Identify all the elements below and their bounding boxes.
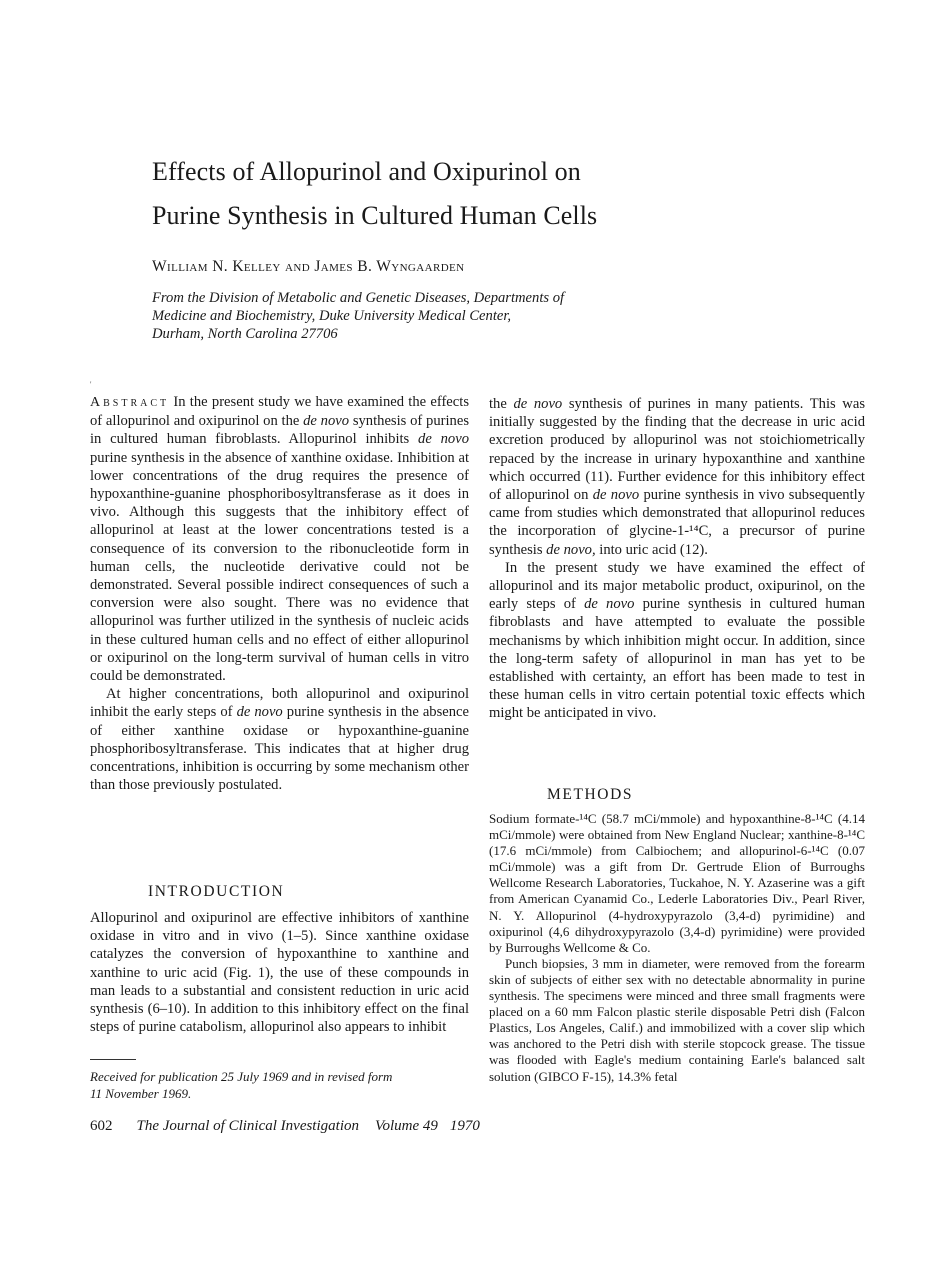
abstract-text: synthesis of purines in cultured human fibroblasts. Allopurinol inhibits <box>90 413 469 448</box>
title-line-1: Effects of Allopurinol and Oxipurinol on <box>152 157 581 186</box>
intro-text: purine synthesis in cultured human fibroblasts and have attempted to evaluate the possible mechanisms by which inhibition might occur. In addition, since the long-term safety of allopurinol in man has yet to be established with certainty, an effort has been made to test in these human cells in vitro certain potential toxic effects which might be anticipated in vivo. <box>489 596 865 722</box>
intro-text: purine synthesis in vivo subsequently came from studies which demonstrated that allopurinol reduces the incorporation of glycine-1-¹⁴C, a precursor of purine synthesis <box>489 487 865 558</box>
abstract-paragraph-1 <box>90 393 469 685</box>
methods-paragraph-1: Sodium formate-¹⁴C (58.7 mCi/mmole) and hypoxanthine-8-¹⁴C (4.14 mCi/mmole) were obtained from New England Nuclear; xanthine-8-¹⁴C (17.6 mCi/mmole) from Calbiochem; and allopurinol-6-¹⁴C (0.07 mCi/mmole) was a gift from Dr. Gertrude Elion of Burroughs Wellcome Research Laboratories, Tuckahoe, N. Y. Azaserine was a gift from American Cyanamid Co., Lederle Laboratories Div., Pearl River, N. Y. Allopurinol (4-hydroxypyrazolo (3,4-d) pyrimidine) and oxipurinol (4,6 dihydroxypyrazolo (3,4-d) pyrimidine) were provided by Burroughs Wellcome & Co. <box>489 811 865 955</box>
title-line-2: Purine Synthesis in Cultured Human Cells <box>152 201 598 230</box>
footnote-rule <box>90 1059 136 1060</box>
footnote-line-1: Received for publication 25 July 1969 and in revised form <box>90 1069 393 1084</box>
abstract-text: purine synthesis in the absence of either xanthine oxidase or hypoxanthine-guanine phosphoribosyltransferase. This indicates that at higher drug concentrations, inhibition is occurring by some mechanism other than those previously postulated. <box>90 704 470 794</box>
intro-text: into uric acid (12). <box>599 541 708 558</box>
intro-text: synthesis of purines in many patients. This was initially suggested by the finding that the decrease in uric acid excretion produced by allopurinol was not stoichiometrically repaced by the increase in urinary hypoxanthine and xanthine which occurred (11). Further evidence for this inhibitory effect of allopurinol on <box>489 396 865 504</box>
journal-year: 1970 <box>449 1118 480 1134</box>
intro-text-italic: de novo <box>513 396 563 412</box>
affiliation-line-2: Medicine and Biochemistry, Duke University Medical Center, <box>152 308 512 324</box>
introduction-paragraph-1-cont <box>489 395 865 559</box>
abstract-text-italic: de novo <box>303 413 350 430</box>
abstract-block <box>90 393 469 794</box>
authors: William N. Kelley and James B. Wyngaarden <box>152 258 465 275</box>
intro-text: In the present study we have examined the effect of allopurinol and its major metabolic product, oxipurinol, on the early steps of <box>489 559 865 613</box>
footnote-line-2: 11 November 1969. <box>90 1086 192 1101</box>
intro-text-italic: de novo <box>584 596 635 613</box>
introduction-continued-block <box>489 395 865 723</box>
methods-heading: METHODS <box>547 786 634 803</box>
introduction-heading: INTRODUCTION <box>148 883 285 900</box>
methods-block <box>489 811 865 1085</box>
journal-volume: Volume 49 <box>374 1118 438 1134</box>
intro-text-italic: de novo, <box>546 541 596 558</box>
introduction-paragraph-1: Allopurinol and oxipurinol are effective inhibitors of xanthine oxidase in vitro and in vivo (1–5). Since xanthine oxidase catalyzes the conversion of hypoxanthine to xanthine and xanthine to uric acid (Fig. 1), the use of these compounds in man leads to a substantial and consistent reduction in uric acid synthesis (6–10). In addition to this inhibitory effect on the final steps of purine catabolism, allopurinol also appears to inhibit <box>90 910 469 1036</box>
footnote <box>90 1068 470 1102</box>
stray-mark: ' <box>90 380 92 389</box>
affiliation <box>152 289 632 343</box>
introduction-block <box>90 909 469 1036</box>
intro-text-italic: de novo <box>592 487 640 504</box>
methods-paragraph-2: Punch biopsies, 3 mm in diameter, were removed from the forearm skin of subjects of either sex with no detectable abnormality in purine synthesis. The specimens were minced and three small fragments were placed on a 60 mm Falcon plastic sterile disposable Petri dish (Falcon Plastics, Los Angeles, Calif.) and immobilized with a cover slip which was anchored to the Petri dish with sterile stopcock grease. The tissue was flooded with Eagle's medium containing Earle's balanced salt solution (GIBCO F-15), 14.3% fetal <box>489 955 865 1084</box>
affiliation-line-3: Durham, North Carolina 27706 <box>152 326 338 342</box>
introduction-paragraph-2 <box>489 559 865 723</box>
page-number: 602 <box>90 1118 113 1134</box>
abstract-paragraph-2 <box>90 685 469 794</box>
abstract-label: Abstract <box>90 395 170 410</box>
abstract-text: In the present study we have examined the effects of allopurinol and oxipurinol on the <box>90 394 469 430</box>
journal-name: The Journal of Clinical Investigation <box>136 1118 359 1134</box>
abstract-text: purine synthesis in the absence of xanthine oxidase. Inhibition at lower concentrations of the drug requires the presence of hypoxanthine-guanine phosphoribosyltransferase as it does in vivo. Although this suggests that the inhibitory effect of allopurinol at least at the lower concentrations tested is a consequence of its conversion to the ribonucleotide form in human cells, the nucleotide derivative could not be demonstrated. Several possible indirect consequences of such a conversion were also sought. There was no evidence that allopurinol was further utilized in the synthesis of nucleic acids in these cultured human cells and no effect of either allopurinol or oxipurinol on the long-term survival of human cells in vitro could be demonstrated. <box>90 449 469 685</box>
abstract-text-italic: de novo <box>236 704 283 721</box>
affiliation-line-1: From the Division of Metabolic and Genetic Diseases, Departments of <box>152 290 565 306</box>
abstract-text-italic: de novo <box>418 431 469 448</box>
page-footer <box>90 1118 480 1135</box>
intro-text: the <box>489 396 507 412</box>
abstract-text: At higher concentrations, both allopurinol and oxipurinol inhibit the early steps of <box>90 686 469 721</box>
